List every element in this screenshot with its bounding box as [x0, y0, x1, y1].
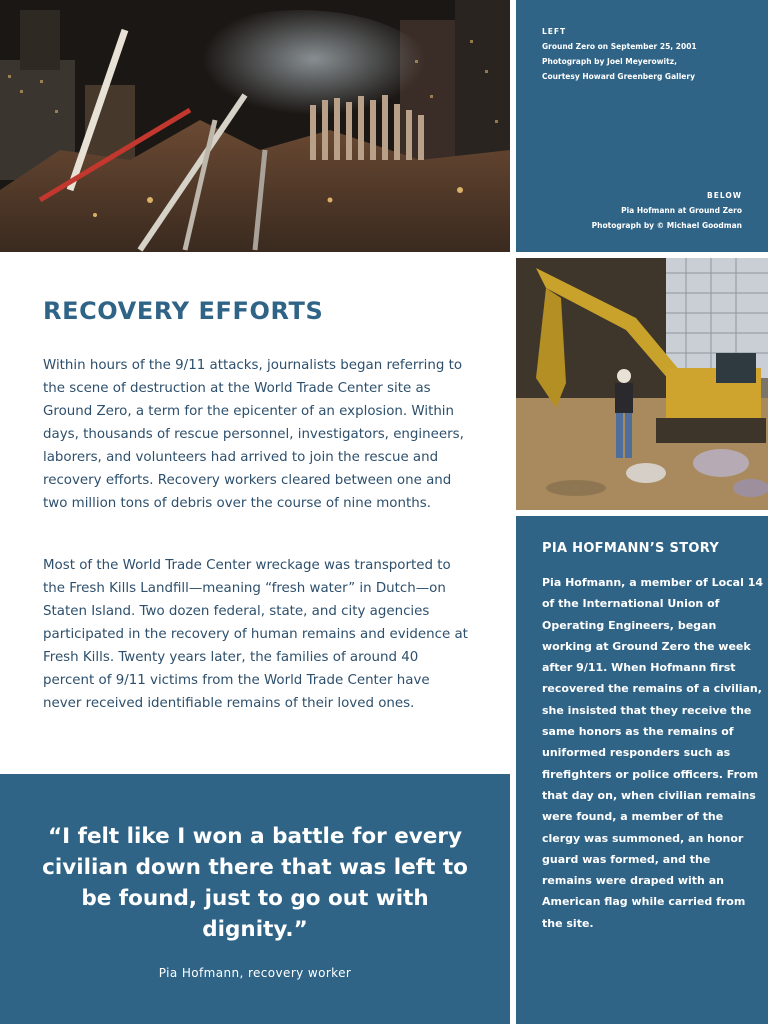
- ground-zero-illustration: [0, 0, 510, 252]
- story-title: PIA HOFMANN’S STORY: [542, 541, 720, 556]
- caption-below-heading: BELOW: [707, 191, 742, 200]
- pull-quote-panel: [0, 774, 510, 1024]
- ground-zero-photo: [0, 0, 510, 252]
- caption-left: [542, 24, 752, 84]
- caption-below-line: Photograph by © Michael Goodman: [591, 221, 742, 230]
- story-body: Pia Hofmann, a member of Local 14 of the International Union of Operating Engineers, began working at Ground Zero the week after 9/11. When Hofmann first recovered the remains of a civilian, she insisted that they receive the same honors as the remains of uniformed responders such as firefighters or police officers. From that day on, when civilian remains were found, a member of the clergy was summoned, an honor guard was formed, and the remains were draped with an American flag while carried from the site.: [542, 576, 764, 930]
- caption-below-line: Pia Hofmann at Ground Zero: [621, 206, 742, 215]
- pia-hofmann-photo: [516, 258, 768, 510]
- article-paragraph: Most of the World Trade Center wreckage was transported to the Fresh Kills Landfill—meaning “fresh water” in Dutch—on Staten Island. Two dozen federal, state, and city agencies participated in the recovery of human remains and evidence at Fresh Kills. Twenty years later, the families of around 40 percent of 9/11 victims from the World Trade Center have never received identifiable remains of their loved ones.: [43, 558, 468, 711]
- photo-caption-panel: [516, 0, 768, 252]
- caption-left-line: Courtesy Howard Greenberg Gallery: [542, 72, 695, 81]
- story-sidebar: [516, 516, 768, 1024]
- pull-quote-attribution: Pia Hofmann, recovery worker: [158, 966, 352, 980]
- pull-quote-text: “I felt like I won a battle for every civilian down there that was left to be found, just to go out with dignity.”: [42, 824, 468, 942]
- article-paragraph: Within hours of the 9/11 attacks, journalists began referring to the scene of destruction at the World Trade Center site as Ground Zero, a term for the epicenter of an explosion. Within days, thousands of rescue personnel, investigators, engineers, laborers, and volunteers had arrived to join the rescue and recovery efforts. Recovery workers cleared between one and two million tons of debris over the course of nine months.: [43, 358, 464, 511]
- caption-left-line: Ground Zero on September 25, 2001: [542, 42, 697, 51]
- caption-below: [532, 188, 742, 233]
- excavator-illustration: [516, 258, 768, 510]
- caption-left-line: Photograph by Joel Meyerowitz,: [542, 57, 677, 66]
- article-title: RECOVERY EFFORTS: [43, 297, 324, 325]
- caption-left-heading: LEFT: [542, 27, 567, 36]
